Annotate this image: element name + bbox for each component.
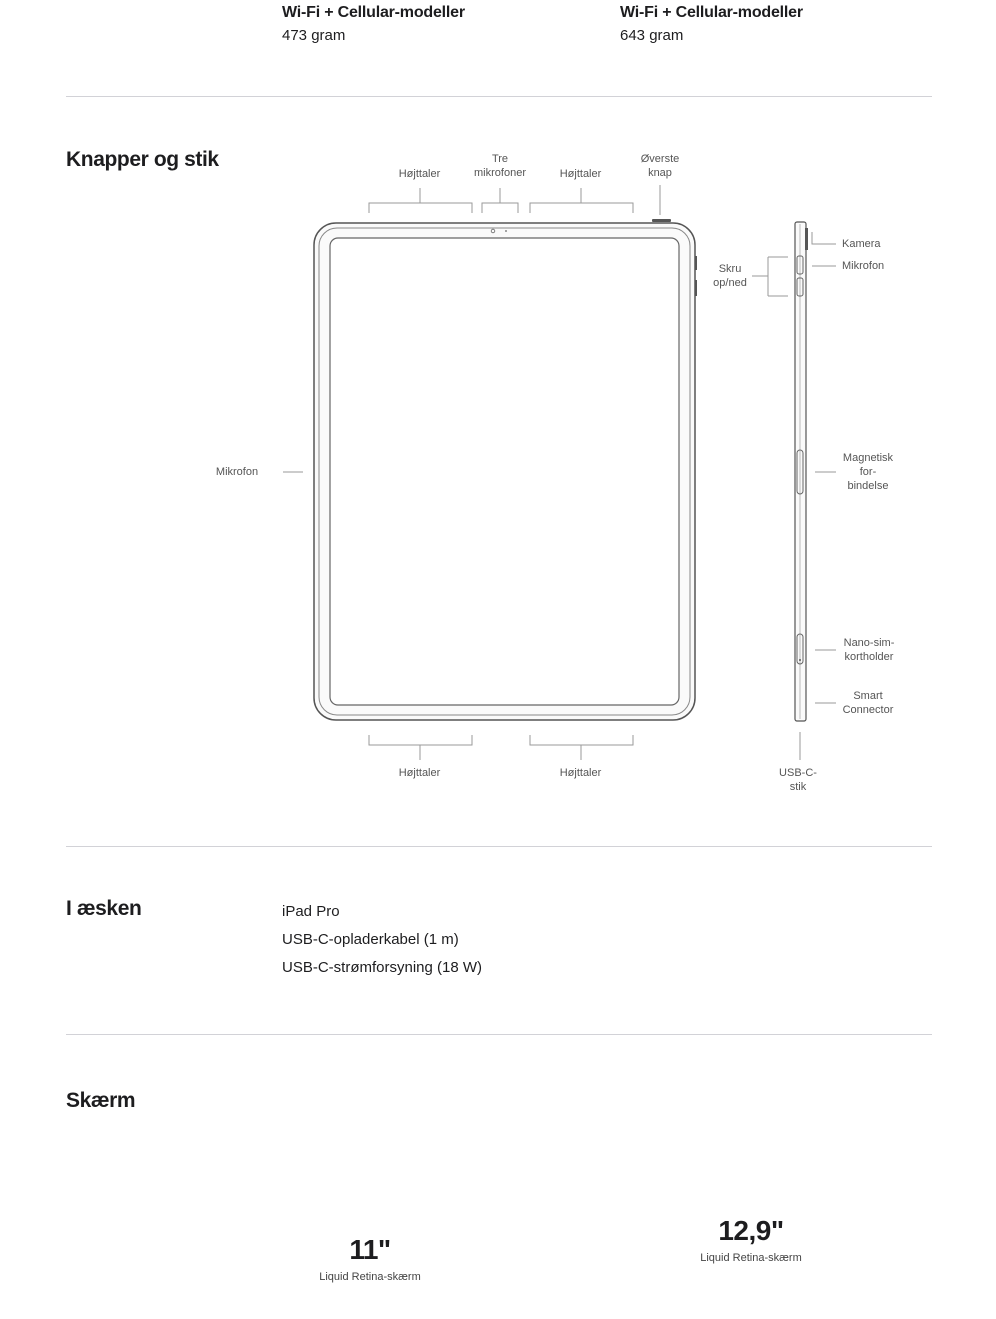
box-section-title: I æsken — [66, 897, 142, 920]
label-mics-top-1: Tre — [491, 153, 509, 165]
section-divider — [66, 846, 932, 847]
screen-label-11: Liquid Retina-skærm — [319, 1271, 421, 1283]
section-divider — [66, 1034, 932, 1035]
screen-label-129: Liquid Retina-skærm — [700, 1252, 802, 1264]
label-speaker-top-right: Højttaler — [559, 168, 602, 180]
label-top-button-2: knap — [648, 167, 672, 179]
label-sim-1: Nano-sim- — [843, 637, 895, 649]
box-item: USB-C-opladerkabel (1 m) — [282, 931, 459, 948]
label-smart-1: Smart — [853, 690, 883, 702]
label-volume-1: Skru — [718, 263, 742, 275]
buttons-section-title: Knapper og stik — [66, 148, 219, 171]
box-item: USB-C-strømforsyning (18 W) — [282, 959, 483, 976]
screen-size-11: 11" — [349, 1234, 391, 1265]
weight-value-11: 473 gram — [282, 27, 346, 44]
label-usbc-2: stik — [789, 781, 807, 793]
label-volume-2: op/ned — [713, 277, 747, 289]
weight-model-title-129: Wi-Fi + Cellular-modeller — [620, 4, 803, 21]
label-mic-left: Mikrofon — [215, 466, 259, 478]
display-section-title: Skærm — [66, 1089, 136, 1112]
weight-model-title-11: Wi-Fi + Cellular-modeller — [282, 4, 465, 21]
screen-size-129: 12,9" — [718, 1215, 784, 1246]
label-camera: Kamera — [842, 238, 881, 250]
label-smart-2: Connector — [842, 704, 894, 716]
label-mics-top-2: mikrofoner — [474, 167, 526, 179]
label-magnetic-3: bindelse — [847, 480, 889, 492]
label-sim-2: kortholder — [844, 651, 894, 663]
label-speaker-bottom-left: Højttaler — [398, 767, 441, 779]
label-top-button-1: Øverste — [640, 153, 680, 165]
label-speaker-top-left: Højttaler — [398, 168, 441, 180]
label-magnetic-1: Magnetisk — [842, 452, 894, 464]
box-item: iPad Pro — [282, 903, 340, 920]
label-mic-side: Mikrofon — [842, 260, 885, 272]
weight-value-129: 643 gram — [620, 27, 684, 44]
label-usbc-1: USB-C- — [779, 767, 817, 779]
label-speaker-bottom-right: Højttaler — [559, 767, 602, 779]
label-magnetic-2: for- — [859, 466, 877, 478]
